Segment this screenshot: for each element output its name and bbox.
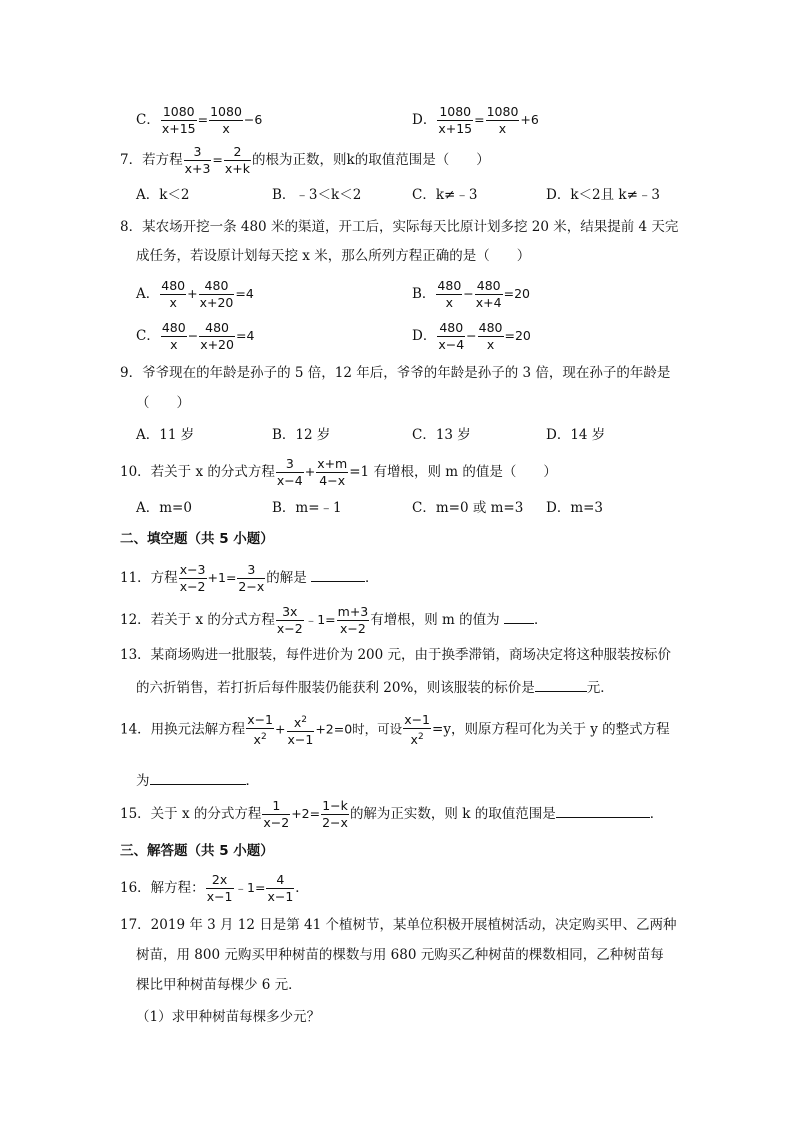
fraction: $\frac{480}{x}$ xyxy=(437,278,462,310)
q8-stem-line2: 成任务，若设原计划每天挖 x 米，那么所列方程正确的是（ ） xyxy=(136,248,531,264)
fraction: $\frac{3}{2-x}$ xyxy=(238,562,265,594)
fraction: $\frac{480}{x-4}$ xyxy=(438,320,465,352)
section-heading-solve: 三、解答题（共 5 小题） xyxy=(120,843,274,859)
q8-option-d: D． $\frac{480}{x-4}$ − $\frac{480}{x}$ =20 xyxy=(412,320,531,352)
fraction: $\frac{x+m}{4-x}$ xyxy=(317,456,348,488)
fraction: $\frac{1080}{x+15}$ xyxy=(161,104,196,136)
fraction: $\frac{1-k}{2-x}$ xyxy=(322,798,348,830)
q11-stem: 11．方程 $\frac{x-3}{x-2}$ +1= $\frac{3}{2-x}$ 的解是 ． xyxy=(120,562,379,594)
q16-stem: 16．解方程： $\frac{2x}{x-1}$ ﹣1= $\frac{4}{x-1}$ ． xyxy=(120,872,309,904)
q10-option-b: B．m=﹣1 xyxy=(272,500,342,516)
fraction: $\frac{2}{x+k}$ xyxy=(224,144,251,176)
q13-stem-line1: 13．某商场购进一批服装，每件进价为 200 元，由于换季滞销，商场决定将这种服装按标价 xyxy=(120,647,672,663)
q10-stem: 10．若关于 x 的分式方程 $\frac{3}{x-4}$ + $\frac{x+m}{4-x}$ =1 有增根，则 m 的值是（ ） xyxy=(120,456,557,488)
fraction: $\frac{480}{x}$ xyxy=(478,320,503,352)
q7-option-b: B．﹣3＜k＜2 xyxy=(272,187,362,203)
answer-blank[interactable] xyxy=(535,677,587,692)
q7-option-d: D．k＜2且 k≠﹣3 xyxy=(546,187,660,203)
q10-option-d: D．m=3 xyxy=(546,500,604,516)
q17-subquestion-1: （1）求甲种树苗每棵多少元？ xyxy=(136,1009,321,1025)
q6-option-c: C． $\frac{1080}{x+15}$ = $\frac{1080}{x}$ −6 xyxy=(136,104,263,136)
q8-option-c: C． $\frac{480}{x}$ − $\frac{480}{x+20}$ =4 xyxy=(136,320,255,352)
q7-option-a: A．k＜2 xyxy=(136,187,190,203)
q7-stem: 7．若方程 $\frac{3}{x+3}$ = $\frac{2}{x+k}$ 的根为正数，则k的取值范围是（ ） xyxy=(120,144,490,176)
fraction: $\frac{x-1}{x^2}$ xyxy=(247,712,274,748)
q12-stem: 12．若关于 x 的分式方程 $\frac{3x}{x-2}$ ﹣1= $\frac{m+3}{x-2}$ 有增根，则 m 的值为 ． xyxy=(120,604,548,636)
q13-stem-line2: 的六折销售，若打折后每件服装仍能获利 20%，则该服装的标价是 元． xyxy=(136,677,614,697)
q9-option-a: A．11 岁 xyxy=(136,427,195,443)
fraction: $\frac{x^2}{x-1}$ xyxy=(287,712,315,748)
q15-stem: 15．关于 x 的分式方程 $\frac{1}{x-2}$ +2= $\frac{1-k}{2-x}$ 的解为正实数，则 k 的取值范围是 ． xyxy=(120,798,664,830)
q9-option-c: C．13 岁 xyxy=(412,427,471,443)
q6-option-d: D． $\frac{1080}{x+15}$ = $\frac{1080}{x}$ +6 xyxy=(412,104,539,136)
fraction: $\frac{x-3}{x-2}$ xyxy=(179,562,206,594)
fraction: $\frac{3}{x+3}$ xyxy=(184,144,211,176)
fraction: $\frac{2x}{x-1}$ xyxy=(206,872,233,904)
fraction: $\frac{m+3}{x-2}$ xyxy=(337,604,369,636)
q17-stem-line3: 棵比甲种树苗每棵少 6 元． xyxy=(136,977,302,993)
q7-option-c: C．k≠﹣3 xyxy=(412,187,478,203)
fraction: $\frac{480}{x+20}$ xyxy=(200,320,234,352)
option-label: D． xyxy=(412,112,437,128)
q14-stem: 14．用换元法解方程 $\frac{x-1}{x^2}$ + $\frac{x^2}{x-1}$ +2=0时，可设 $\frac{x-1}{x^2}$ =y，则原方程可化为关于 y 的整式方程 xyxy=(120,712,670,748)
q8-option-b: B． $\frac{480}{x}$ − $\frac{480}{x+4}$ =20 xyxy=(412,278,530,310)
option-label: C． xyxy=(136,112,160,128)
answer-blank[interactable] xyxy=(556,803,650,818)
q9-option-b: B．12 岁 xyxy=(272,427,331,443)
answer-blank[interactable] xyxy=(504,609,534,624)
q9-stem-line1: 9．爷爷现在的年龄是孙子的 5 倍，12 年后，爷爷的年龄是孙子的 3 倍，现在孙子的年龄是 xyxy=(120,365,671,381)
fraction: $\frac{1}{x-2}$ xyxy=(263,798,290,830)
q9-option-d: D．14 岁 xyxy=(546,427,606,443)
answer-blank[interactable] xyxy=(150,770,246,785)
fraction: $\frac{3x}{x-2}$ xyxy=(276,604,303,636)
fraction: $\frac{1080}{x}$ xyxy=(210,104,242,136)
q8-stem-line1: 8．某农场开挖一条 480 米的渠道，开工后，实际每天比原计划多挖 20 米，结果提前 4 天完 xyxy=(120,219,679,235)
answer-blank[interactable] xyxy=(311,567,365,582)
fraction: $\frac{1080}{x+15}$ xyxy=(438,104,473,136)
q8-option-a: A． $\frac{480}{x}$ + $\frac{480}{x+20}$ =4 xyxy=(136,278,254,310)
fraction: $\frac{4}{x-1}$ xyxy=(267,872,294,904)
fraction: $\frac{480}{x+20}$ xyxy=(199,278,234,310)
fraction: $\frac{480}{x+4}$ xyxy=(475,278,502,310)
q17-stem-line1: 17．2019 年 3 月 12 日是第 41 个植树节，某单位积极开展植树活动，决定购买甲、乙两种 xyxy=(120,917,677,933)
q9-stem-line2: （ ） xyxy=(136,395,190,411)
fraction: $\frac{480}{x}$ xyxy=(161,320,186,352)
section-heading-fill-in: 二、填空题（共 5 小题） xyxy=(120,531,274,547)
fraction: $\frac{3}{x-4}$ xyxy=(276,456,303,488)
q10-option-c: C．m=0 或 m=3 xyxy=(412,500,524,516)
q14-stem-line2: 为 ． xyxy=(136,770,259,790)
q10-option-a: A．m=0 xyxy=(136,500,192,516)
fraction: $\frac{480}{x}$ xyxy=(161,278,186,310)
fraction: $\frac{x-1}{x^2}$ xyxy=(404,712,431,748)
q17-stem-line2: 树苗，用 800 元购买甲种树苗的棵数与用 680 元购买乙种树苗的棵数相同，乙种树苗每 xyxy=(136,947,664,963)
fraction: $\frac{1080}{x}$ xyxy=(486,104,519,136)
